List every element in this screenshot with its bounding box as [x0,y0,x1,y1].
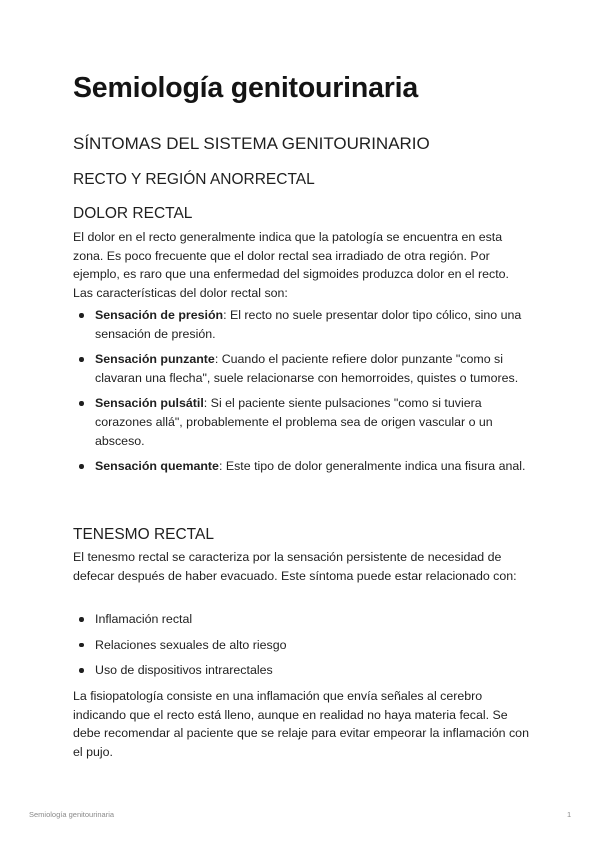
subsection-heading: RECTO Y REGIÓN ANORRECTAL [73,171,315,188]
list-item [73,306,531,343]
list-item: Uso de dispositivos intrarectales [73,661,531,680]
list-item [73,350,531,387]
list-item-text: : Este tipo de dolor generalmente indica una fisura anal. [218,459,526,474]
dolor-characteristics-list [73,306,531,483]
tenesmo-rectal-heading: TENESMO RECTAL [73,526,214,543]
tenesmo-causes-list [73,610,531,687]
dolor-rectal-heading: DOLOR RECTAL [73,205,193,222]
list-item-text: : Si el paciente siente pulsaciones "como si tuviera corazones allá", probablemente el problema sea de origen vascular o un absceso. [95,396,493,448]
document-title: Semiología genitourinaria [73,72,418,104]
list-item-term: Sensación quemante [95,459,219,474]
section-heading: SÍNTOMAS DEL SISTEMA GENITOURINARIO [73,134,430,153]
tenesmo-rectal-intro: El tenesmo rectal se caracteriza por la sensación persistente de necesidad de defecar después de haber evacuado. Este síntoma puede estar relacionado con: [73,550,517,583]
list-item-term: Sensación pulsátil [95,396,204,411]
list-item-text: : Cuando el paciente refiere dolor punzante "como si clavaran una flecha", suele relacionarse con hemorroides, quistes o tumores. [95,352,519,385]
list-item: Relaciones sexuales de alto riesgo [73,636,531,655]
list-item-term: Sensación de presión [95,308,224,322]
list-item-text: : El recto no suele presentar dolor tipo cólico, sino una sensación de presión. [95,308,522,341]
list-item [73,394,531,450]
footer-page-number: 1 [567,810,572,819]
list-item [73,457,531,476]
list-item: Inflamación rectal [73,610,531,629]
dolor-rectal-intro: El dolor en el recto generalmente indica que la patología se encuentra en esta zona. Es poco frecuente que el dolor rectal sea irradiado de otra región. Por ejemplo, es raro que una enfermedad del sigmoides produzca dolor en el recto. Las características del dolor rectal son: [73,230,509,300]
tenesmo-closing-paragraph: La fisiopatología consiste en una inflamación que envía señales al cerebro indicando que el recto está lleno, aunque en realidad no haya materia fecal. Se debe recomendar al paciente que se relaje para evitar empeorar la inflamación con el pujo. [73,689,529,759]
footer-document-name: Semiología genitourinaria [29,810,115,819]
list-item-term: Sensación punzante [95,352,215,367]
